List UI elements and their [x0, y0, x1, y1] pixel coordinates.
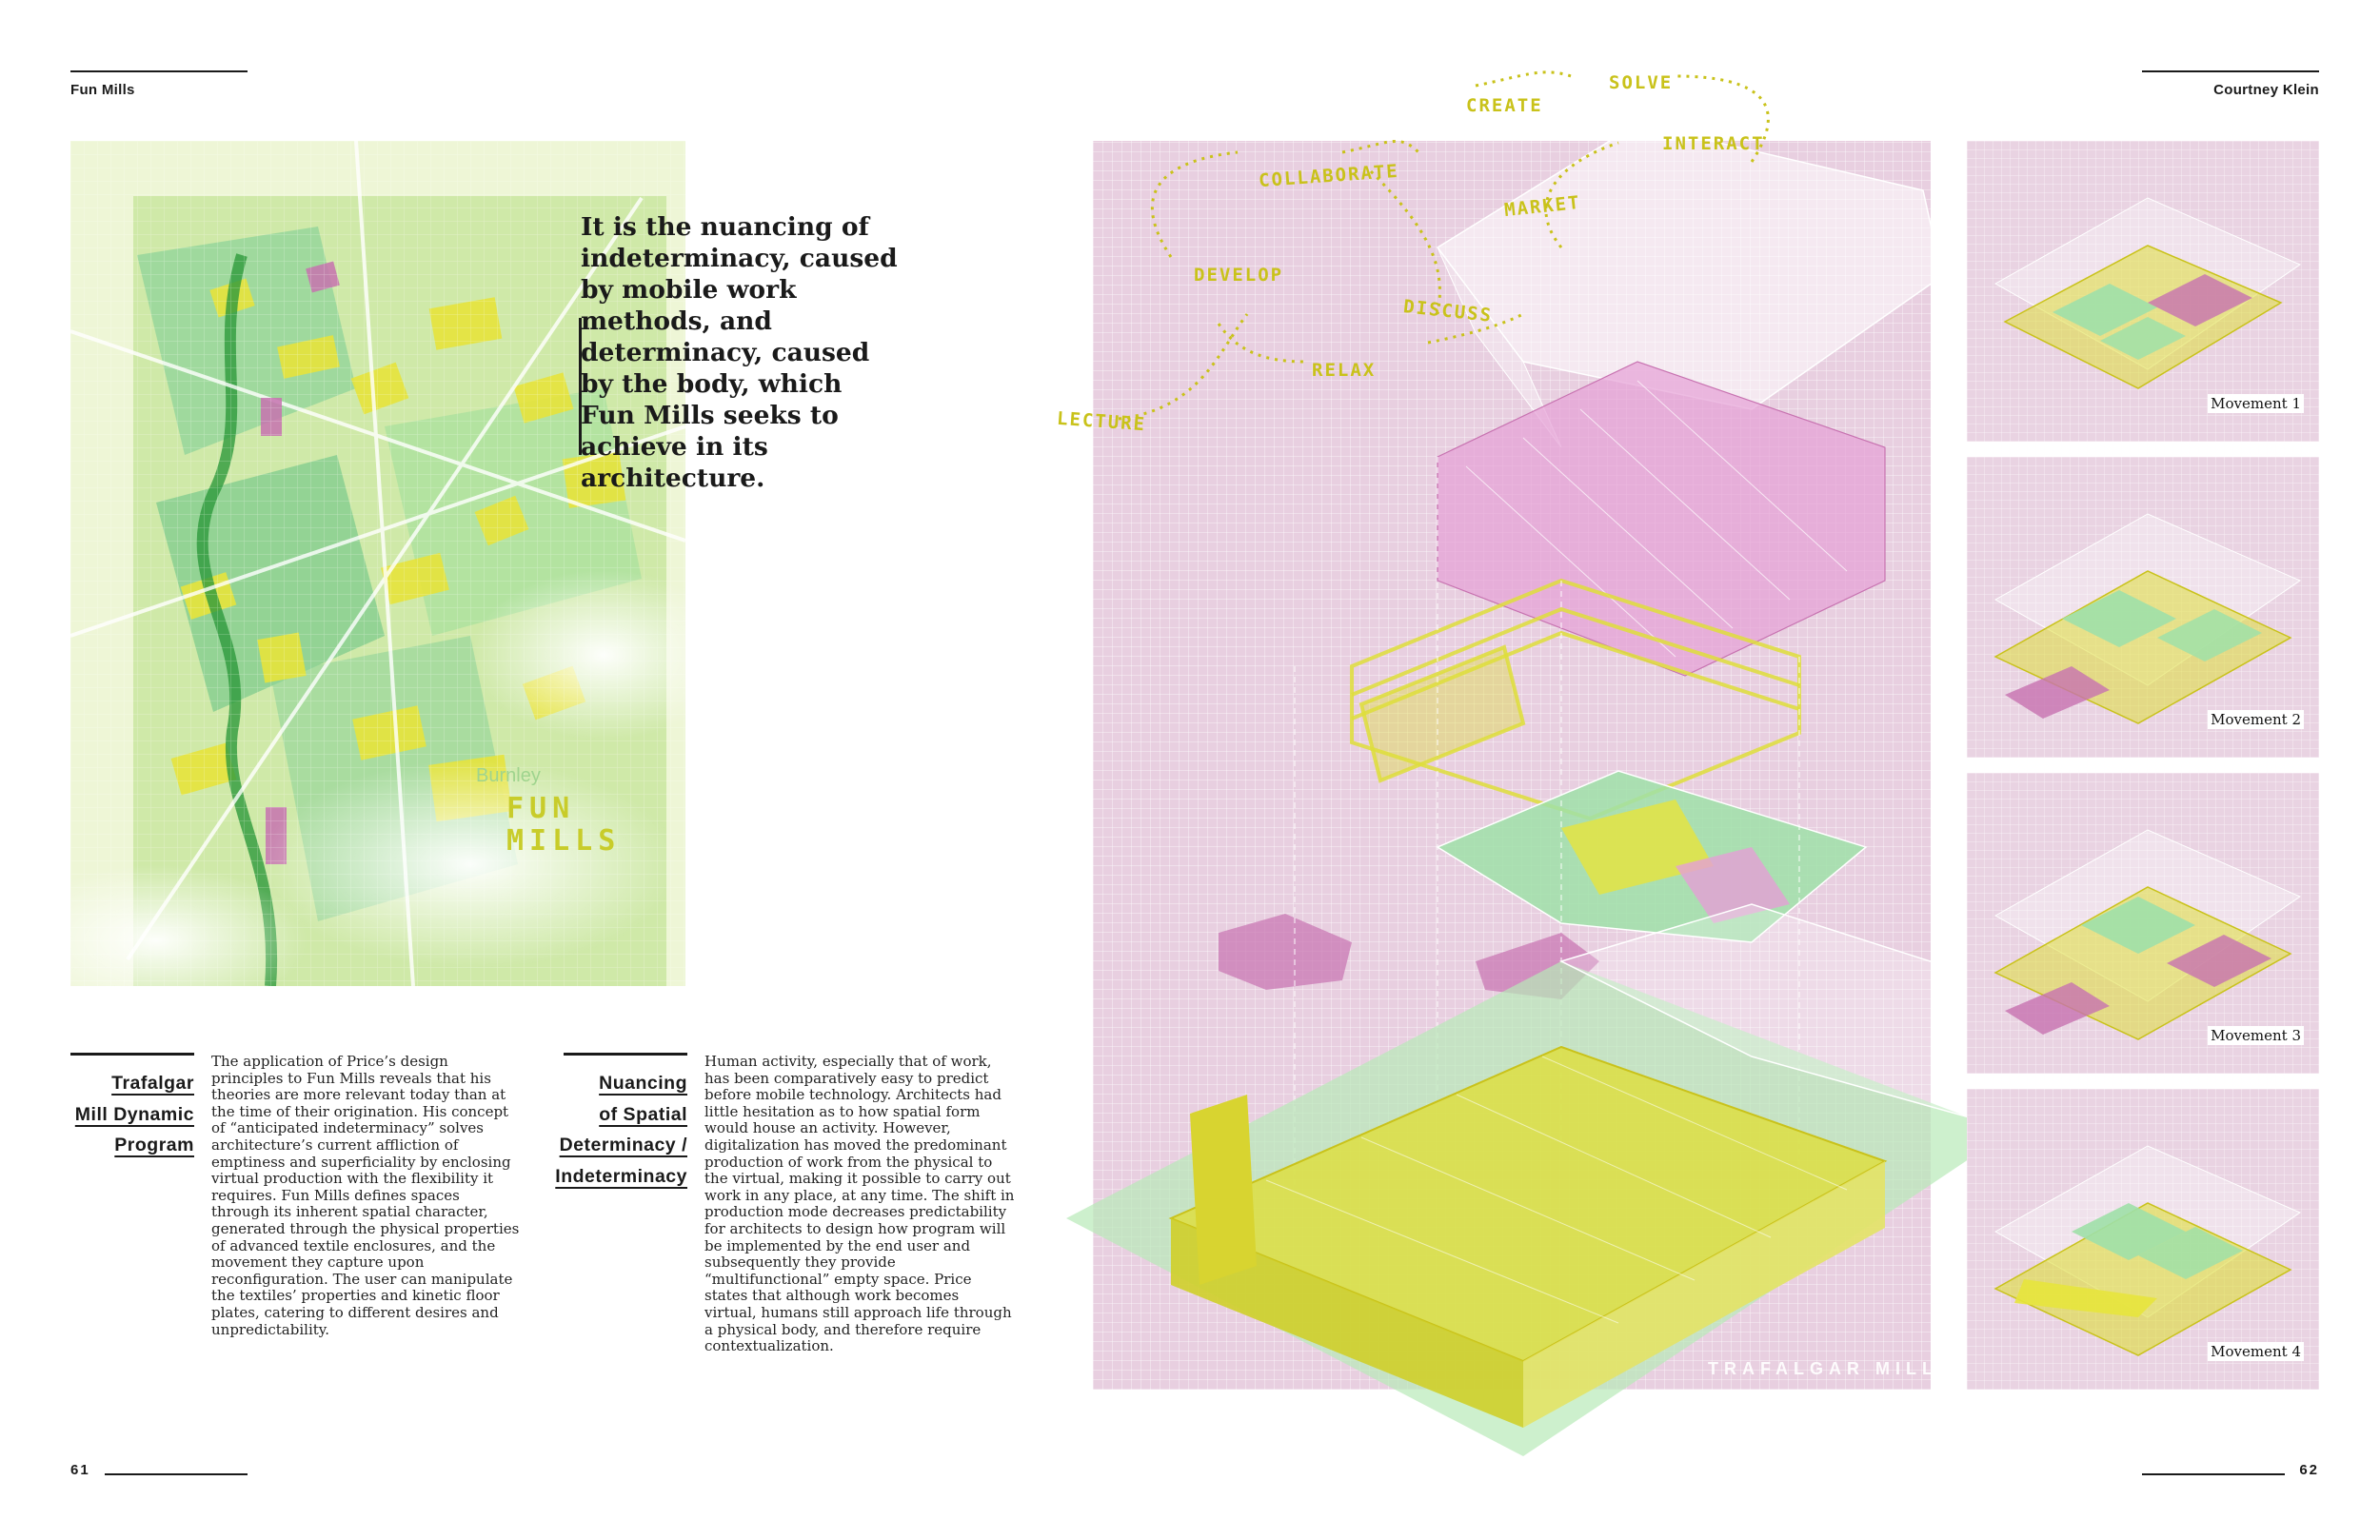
map-place-label: Burnley [476, 765, 541, 786]
section-2-rule [564, 1053, 687, 1056]
exploded-axonometric-drawing [1028, 48, 1999, 1494]
movement-1-label: Movement 1 [2208, 394, 2304, 413]
footer-right-rule [2142, 1473, 2285, 1475]
activity-interact-text: INTERACT [1662, 133, 1765, 154]
program-floor-layer [1438, 771, 1866, 942]
activity-lecture-text: LECTURE [1056, 407, 1147, 436]
header-right-title: Courtney Klein [2213, 82, 2319, 98]
movement-3-thumbnail [1967, 773, 2319, 1074]
section-2-body: Human activity, especially that of work, has been comparatively easy to predict before mobile technology. Architects had little hesitation as to how spatial form would house an activity. However, digitalization has moved the predominant production of work from the physical to the virtual, making it possible to carry out work in any place, at any time. The shift in production mode decreases predictability for architects to design how program will be implemented by the end user and subsequently they provide “multifunctional” empty space. Price states that although work becomes virtual, humans still approach life through a physical body, and therefore require contextualization. [704, 1053, 1015, 1355]
activity-discuss-text: DISCUSS [1402, 296, 1494, 326]
section-2-title-line: Determinacy / [559, 1135, 687, 1155]
movement-4-thumbnail [1967, 1089, 2319, 1390]
section-2-title-line: of Spatial [599, 1103, 687, 1125]
activity-market-text: MARKET [1503, 191, 1582, 222]
activity-label-develop [1194, 265, 1283, 286]
pull-quote: It is the nuancing of indeterminacy, caused by mobile work methods, and determinacy, caused by the body, which Fun Mills seeks to achieve in its architecture. [581, 212, 898, 493]
movement-4-label: Movement 4 [2208, 1342, 2304, 1361]
activity-label-relax [1312, 360, 1376, 381]
activity-label-solve [1609, 72, 1673, 93]
movement-2-label: Movement 2 [2208, 710, 2304, 729]
map-project-title-line2: MILLS [506, 824, 622, 858]
header-right-rule [2142, 70, 2319, 72]
section-1-title-line: Program [114, 1135, 194, 1155]
site-name-label: TRAFALGAR MILL [1708, 1359, 1938, 1378]
activity-solve-text: SOLVE [1609, 72, 1674, 93]
section-1-title-line: Mill Dynamic [74, 1103, 194, 1125]
activity-label-create [1466, 95, 1543, 116]
movement-1-thumbnail [1967, 141, 2319, 442]
page-number-left: 61 [70, 1462, 90, 1478]
activity-label-interact [1662, 133, 1765, 154]
section-1-title [42, 1068, 194, 1161]
movement-3-label: Movement 3 [2208, 1026, 2304, 1045]
footer-left-rule [105, 1473, 248, 1475]
activity-create-text: CREATE [1466, 95, 1543, 116]
upper-floor-layer [1438, 362, 1885, 676]
activity-develop-text: DEVELOP [1194, 265, 1284, 286]
section-2-title-line: Indeterminacy [555, 1165, 687, 1187]
section-1-body: The application of Price’s design principles to Fun Mills reveals that his theories are more relevant today than at the time of their origination. His concept of “anticipated indeterminacy” solves architecture’s current affliction of emptiness and superficiality by enclosing virtual production with the flexibility it requires. Fun Mills defines spaces through its inherent spatial character, generated through the physical properties of advanced textile enclosures, and the movement they capture upon reconfiguration. The user can manipulate the textiles’ properties and kinetic floor plates, catering to different desires and unpredictability. [211, 1053, 520, 1338]
section-2-title [497, 1068, 687, 1192]
activity-collaborate-text: COLLABORATE [1258, 160, 1400, 192]
activity-relax-text: RELAX [1312, 360, 1377, 381]
section-1-rule [70, 1053, 194, 1056]
page-number-right: 62 [2299, 1462, 2319, 1478]
map-project-title-line1: FUN [506, 792, 576, 825]
header-left-rule [70, 70, 248, 72]
movement-2-thumbnail [1967, 457, 2319, 758]
section-2-title-line: Nuancing [599, 1073, 687, 1094]
header-left-title: Fun Mills [70, 82, 135, 98]
section-1-title-line: Trafalgar [111, 1073, 194, 1094]
